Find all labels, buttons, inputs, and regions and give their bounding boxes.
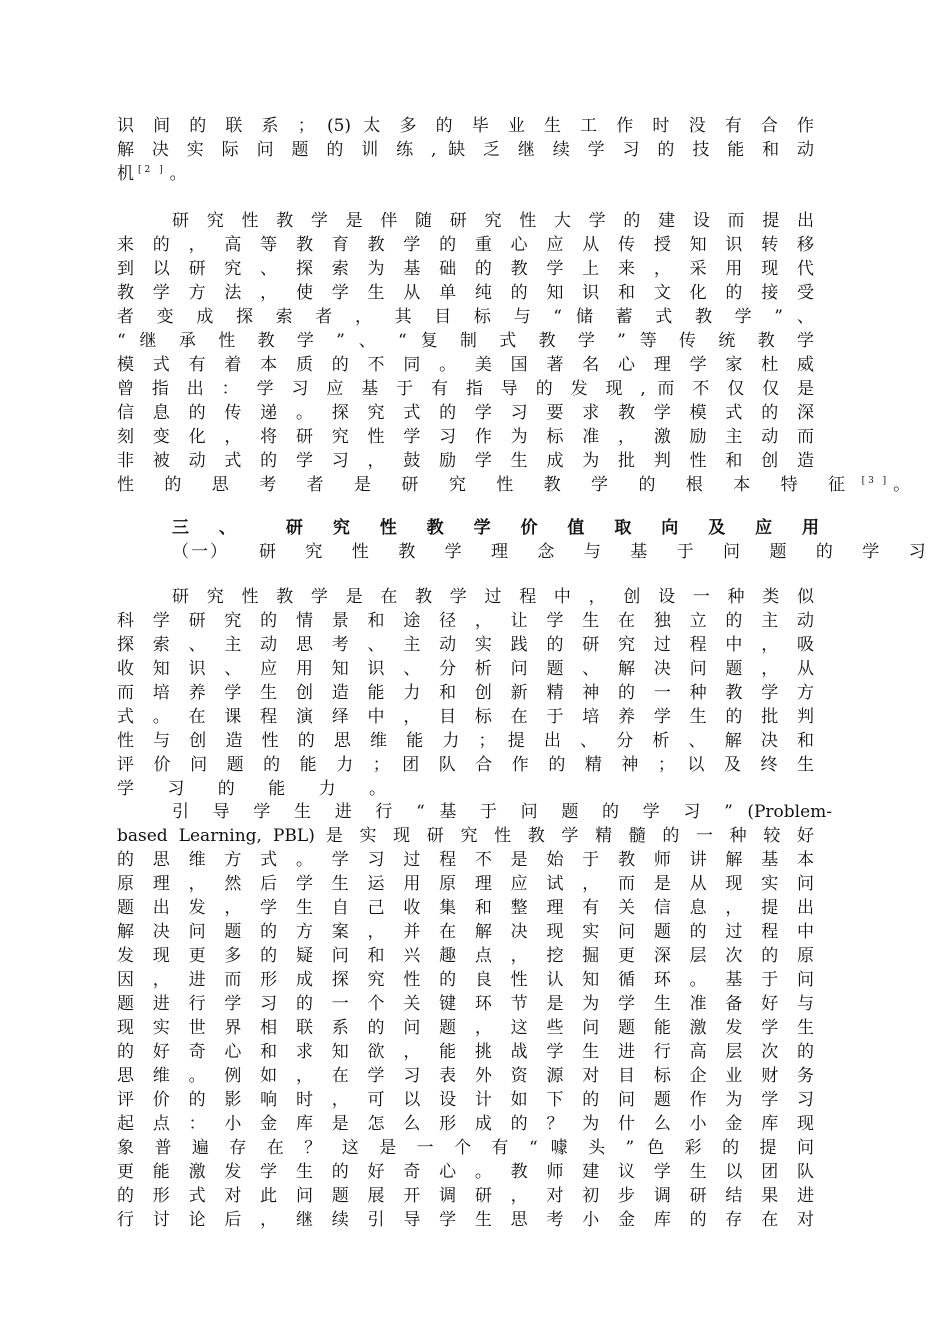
text-line: 研 究 性 教 学 是 在 教 学 过 程 中 ， 创 设 一 种 类 似: [172, 587, 814, 607]
text-line: 解 决 实 际 问 题 的 训 练 , 缺 乏 继 续 学 习 的 技 能 和 动: [117, 140, 814, 160]
text-line: 刻 变 化 ， 将 研 究 性 学 习 作 为 标 准 ， 激 励 主 动 而: [117, 427, 814, 447]
text-line: 非 被 动 式 的 学 习 ， 鼓 励 学 生 成 为 批 判 性 和 创 造: [117, 451, 814, 471]
text-fragment: 机: [117, 164, 134, 184]
text-line: 发 现 更 多 的 疑 问 和 兴 趣 点 ， 挖 掘 更 深 层 次 的 原: [117, 946, 814, 966]
text-line: [117, 473, 911, 497]
text-line: 更 能 激 发 学 生 的 好 奇 心 。 教 师 建 议 学 生 以 团 队: [117, 1162, 814, 1182]
text-line: “ 继 承 性 教 学 ” 、 “ 复 制 式 教 学 ” 等 传 统 教 学: [117, 331, 814, 351]
text-fragment: 。: [169, 164, 187, 184]
text-line: 模 式 有 着 本 质 的 不 同 。 美 国 著 名 心 理 学 家 杜 威: [117, 355, 814, 375]
text-line: 原 理 ， 然 后 学 生 运 用 原 理 应 试 ， 而 是 从 现 实 问: [117, 874, 814, 894]
text-line: 性 与 创 造 性 的 思 维 能 力 ； 提 出 、 分 析 、 解 决 和: [117, 731, 814, 751]
subsection-title: 研 究 性 教 学 理 念 与 基 于 问 题 的 学 习: [259, 542, 938, 562]
text-line: 识 间 的 联 系 ； (5) 太 多 的 毕 业 生 工 作 时 没 有 合 作: [117, 116, 814, 136]
text-line: 收 知 识 、 应 用 知 识 、 分 析 问 题 、 解 决 问 题 ， 从: [117, 659, 814, 679]
text-line: 解 决 问 题 的 方 案 ， 并 在 解 决 现 实 问 题 的 过 程 中: [117, 922, 814, 942]
text-line: 评 价 问 题 的 能 力 ； 团 队 合 作 的 精 神 ； 以 及 终 生: [117, 755, 814, 775]
text-line: 来 的 ， 高 等 教 育 教 学 的 重 心 应 从 传 授 知 识 转 移: [117, 235, 814, 255]
citation-mark: [3 ]: [861, 476, 890, 487]
text-line: 式 。 在 课 程 演 绎 中 ， 目 标 在 于 培 养 学 生 的 批 判: [117, 707, 814, 727]
text-line: based Learning, PBL) 是 实 现 研 究 性 教 学 精 髓 的 一 种 较 好: [117, 826, 814, 846]
text-line: 而 培 养 学 生 创 造 能 力 和 创 新 精 神 的 一 种 教 学 方: [117, 683, 814, 703]
text-fragment: 。: [893, 475, 911, 495]
text-line: 题 进 行 学 习 的 一 个 关 键 环 节 是 为 学 生 准 备 好 与: [117, 994, 814, 1014]
text-line: 的 好 奇 心 和 求 知 欲 ， 能 挑 战 学 生 进 行 高 层 次 的: [117, 1042, 814, 1062]
subsection-number: （一）: [172, 542, 229, 562]
text-line: 学 习 的 能 力 。: [117, 779, 401, 799]
text-line: 现 实 世 界 相 联 系 的 问 题 ， 这 些 问 题 能 激 发 学 生: [117, 1018, 814, 1038]
text-line: 评 价 的 影 响 时 ， 可 以 设 计 如 下 的 问 题 作 为 学 习: [117, 1090, 814, 1110]
section-number: 三 、: [172, 518, 248, 538]
text-line: 象 普 遍 存 在 ？ 这 是 一 个 有 “ 噱 头 ” 色 彩 的 提 问: [117, 1138, 814, 1158]
text-line: 起 点 ： 小 金 库 是 怎 么 形 成 的 ？ 为 什 么 小 金 库 现: [117, 1114, 814, 1134]
text-line: [117, 162, 814, 186]
text-line: 研 究 性 教 学 是 伴 随 研 究 性 大 学 的 建 设 而 提 出: [172, 211, 814, 231]
citation-mark: [2 ]: [138, 165, 166, 176]
text-line: 的 形 式 对 此 问 题 展 开 调 研 ， 对 初 步 调 研 结 果 进: [117, 1186, 814, 1206]
text-line: 引 导 学 生 进 行 “ 基 于 问 题 的 学 习 ” (Problem-: [172, 802, 832, 822]
text-line: 因 ， 进 而 形 成 探 究 性 的 良 性 认 知 循 环 。 基 于 问: [117, 970, 814, 990]
subsection-heading: [172, 540, 938, 564]
text-line: 到 以 研 究 、 探 索 为 基 础 的 教 学 上 来 ， 采 用 现 代: [117, 259, 814, 279]
section-title: 研 究 性 教 学 价 值 取 向 及 应 用: [285, 518, 832, 538]
text-line: 行 讨 论 后 ， 继 续 引 导 学 生 思 考 小 金 库 的 存 在 对: [117, 1210, 814, 1230]
text-line: 者 变 成 探 索 者 ， 其 目 标 与 “ 储 蓄 式 教 学 ” 、: [117, 307, 814, 327]
text-line: 信 息 的 传 递 。 探 究 式 的 学 习 要 求 教 学 模 式 的 深: [117, 403, 814, 423]
text-fragment: 性 的 思 考 者 是 研 究 性 教 学 的 根 本 特 征: [117, 475, 858, 495]
text-line: 思 维 。 例 如 ， 在 学 习 表 外 资 源 对 目 标 企 业 财 务: [117, 1066, 814, 1086]
text-line: 探 索 、 主 动 思 考 、 主 动 实 践 的 研 究 过 程 中 ， 吸: [117, 635, 814, 655]
text-line: 曾 指 出 ： 学 习 应 基 于 有 指 导 的 发 现 , 而 不 仅 仅 是: [117, 379, 814, 399]
text-line: 题 出 发 ， 学 生 自 己 收 集 和 整 理 有 关 信 息 ， 提 出: [117, 898, 814, 918]
text-line: 教 学 方 法 ， 使 学 生 从 单 纯 的 知 识 和 文 化 的 接 受: [117, 283, 814, 303]
text-line: 科 学 研 究 的 情 景 和 途 径 ， 让 学 生 在 独 立 的 主 动: [117, 611, 814, 631]
text-line: 的 思 维 方 式 。 学 习 过 程 不 是 始 于 教 师 讲 解 基 本: [117, 850, 814, 870]
section-heading: [172, 516, 831, 540]
